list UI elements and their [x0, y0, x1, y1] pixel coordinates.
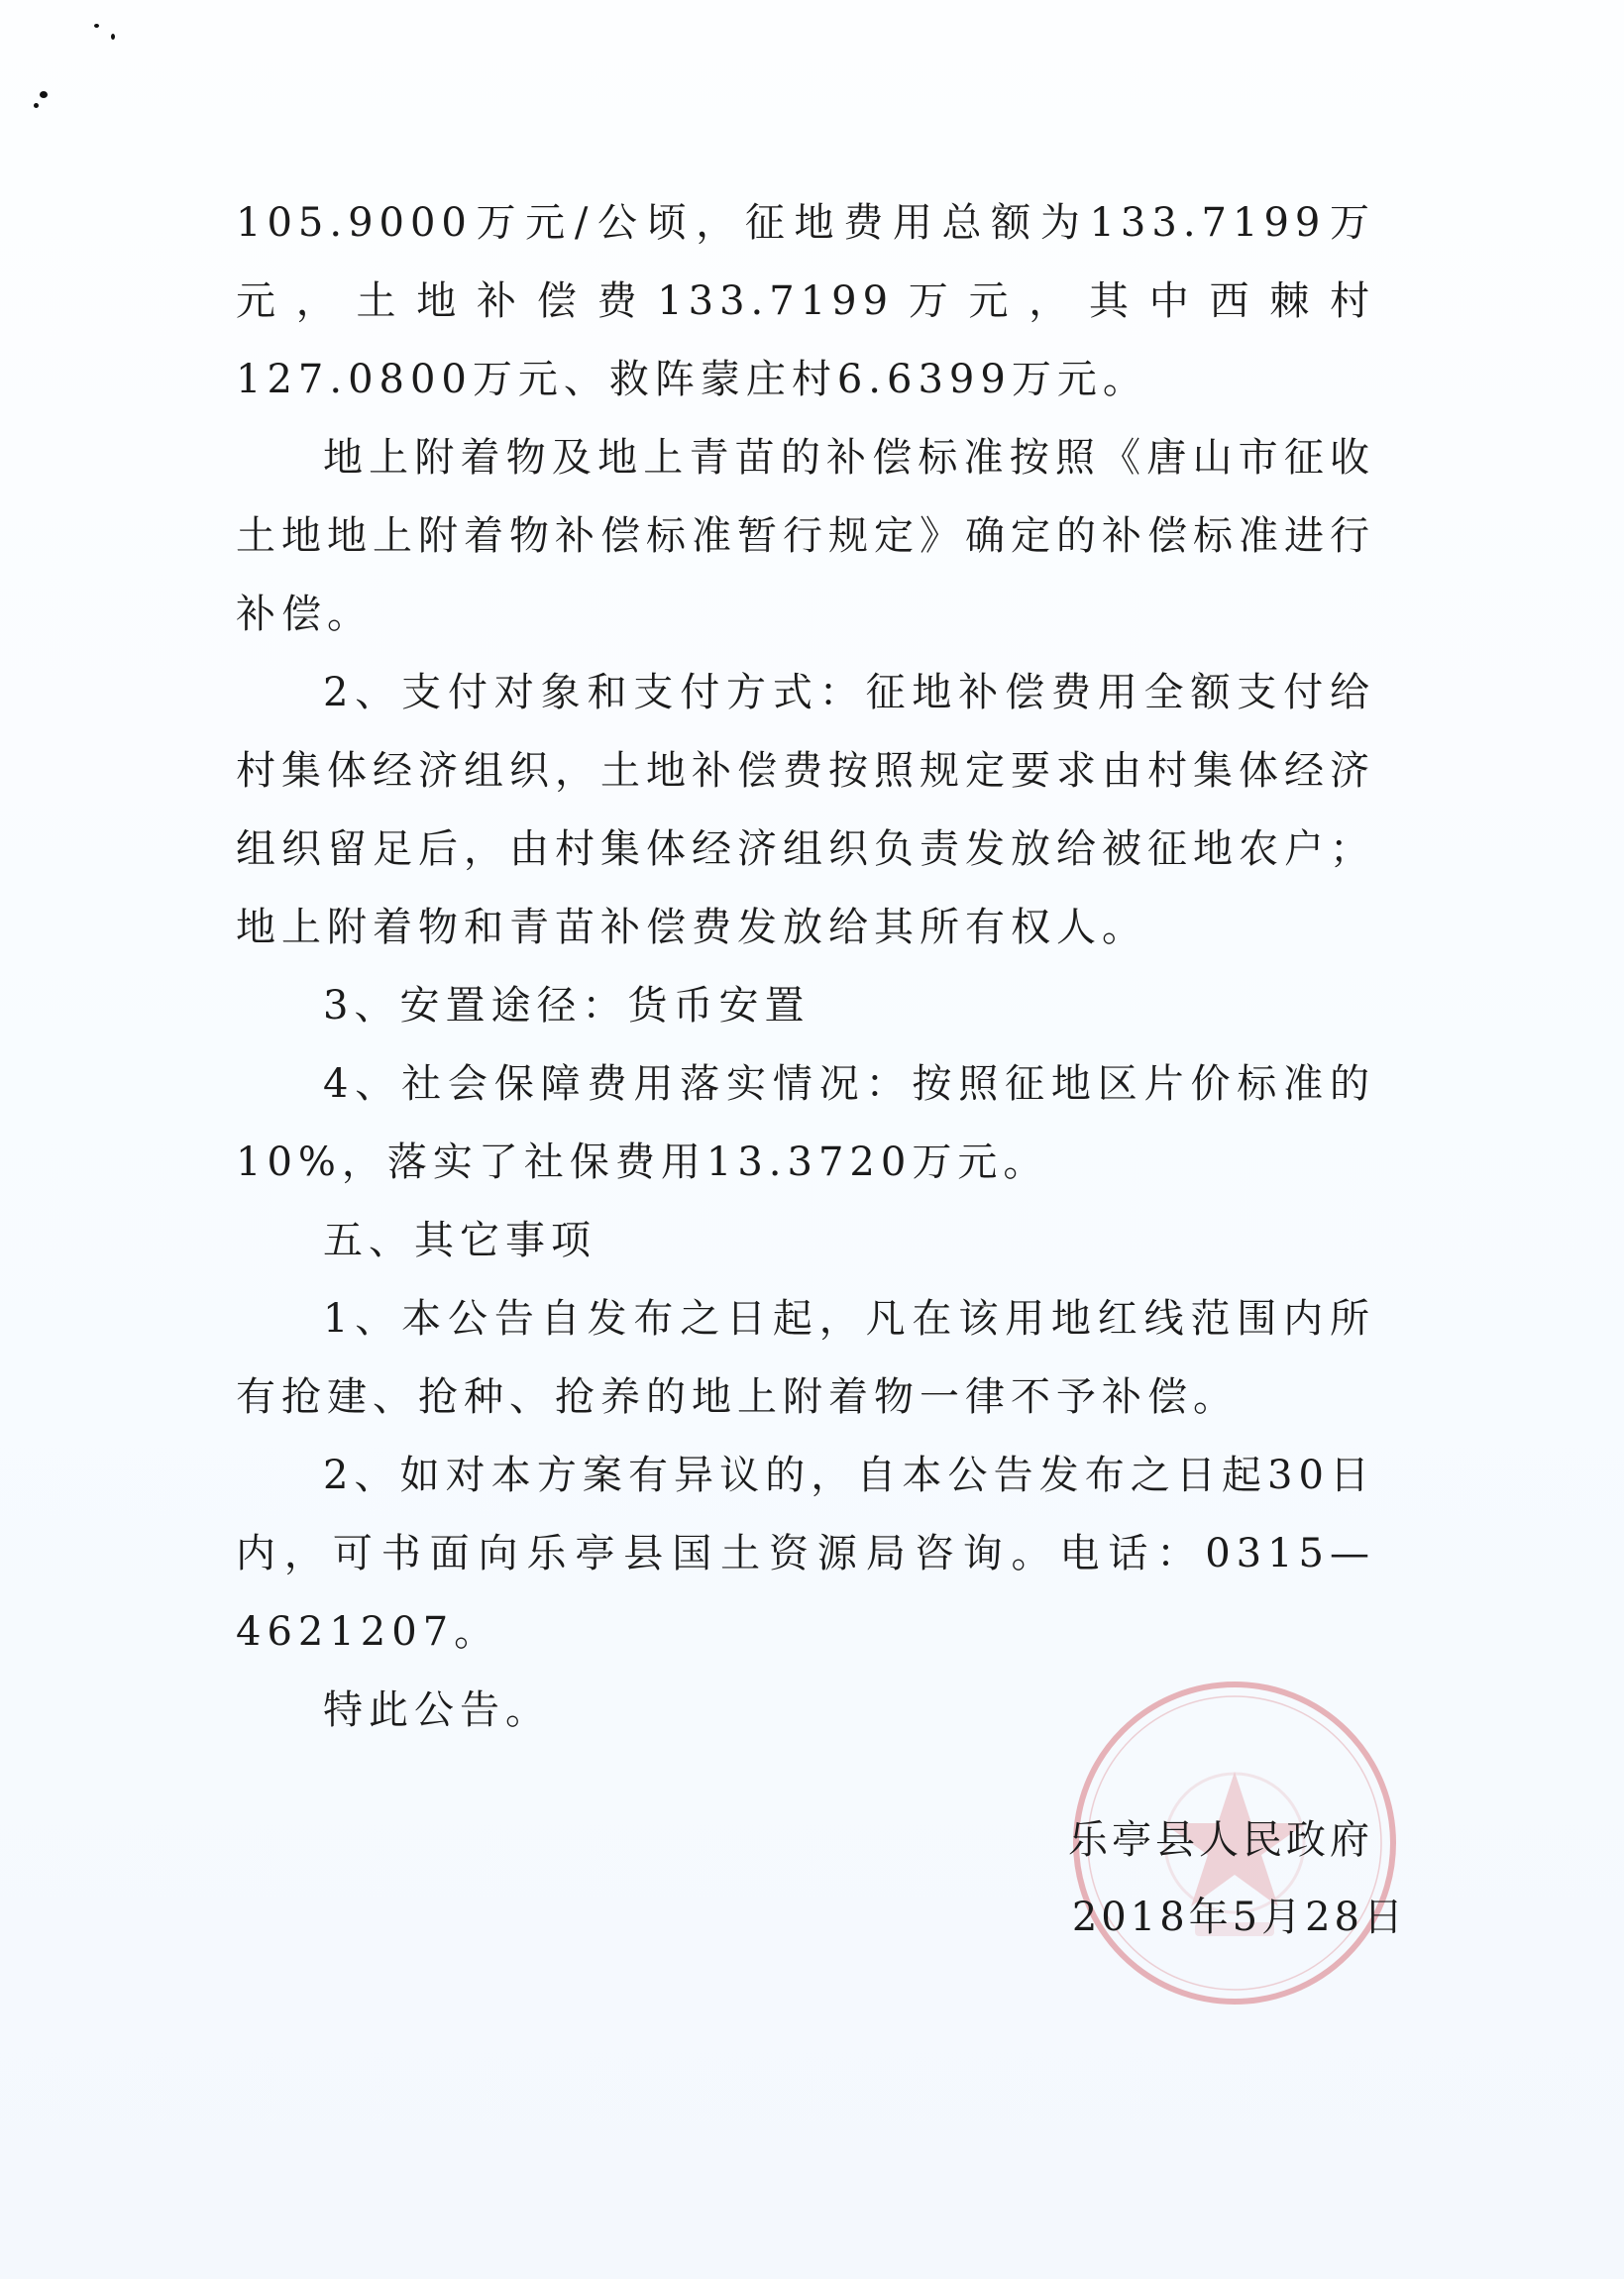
paragraph-attachment-standard: 地上附着物及地上青苗的补偿标准按照《唐山市征收土地地上附着物补偿标准暂行规定》确定的补偿标准进行补偿。 — [236, 435, 1375, 637]
announcement-body — [236, 184, 1375, 1750]
paragraph-closing: 特此公告。 — [323, 1687, 551, 1733]
paragraph-compensation-total: 105.9000万元/公顷，征地费用总额为133.7199万元，土地补偿费133.7199万元，其中西棘村127.0800万元、救阵蒙庄村6.6399万元。 — [236, 200, 1375, 402]
issuing-organization: 乐亭县人民政府 — [1068, 1817, 1373, 1863]
paragraph-no-compensation: 1、本公告自发布之日起，凡在该用地红线范围内所有抢建、抢种、抢养的地上附着物一律不予补偿。 — [236, 1296, 1375, 1420]
paragraph-resettlement: 3、安置途径：货币安置 — [323, 983, 811, 1029]
section-heading-other-matters: 五、其它事项 — [323, 1218, 596, 1263]
issue-date: 2018年5月28日 — [1071, 1895, 1407, 1940]
paragraph-objection-contact: 2、如对本方案有异议的，自本公告发布之日起30日内，可书面向乐亭县国土资源局咨询。电话：0315—4621207。 — [236, 1453, 1375, 1655]
paragraph-payment-method: 2、支付对象和支付方式：征地补偿费用全额支付给村集体经济组织，土地补偿费按照规定要求由村集体经济组织留足后，由村集体经济组织负责发放给被征地农户；地上附着物和青苗补偿费发放给其所有权人。 — [236, 670, 1375, 950]
signature-block — [991, 1801, 1407, 1956]
paragraph-social-security: 4、社会保障费用落实情况：按照征地区片价标准的10%，落实了社保费用13.3720万元。 — [236, 1061, 1375, 1185]
